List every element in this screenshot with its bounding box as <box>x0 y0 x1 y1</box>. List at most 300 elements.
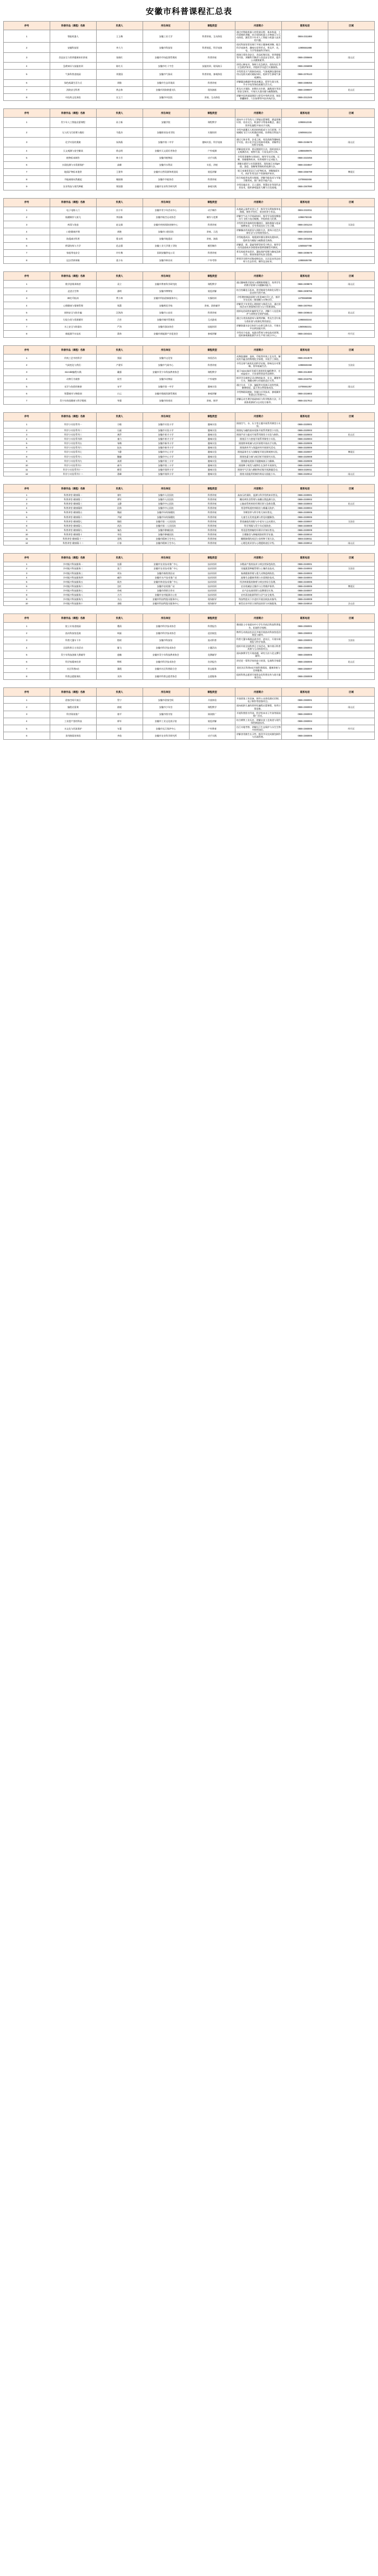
cell-desc: 合理膳食与肿瘤预防的科学证据。 <box>235 533 282 537</box>
course-table <box>3 108 375 190</box>
table-row <box>4 52 375 62</box>
cell-desc: 介绍动力电池、电驱动系统与充电技术原理，组织参观新能源汽车生产线与展示中心。 <box>236 331 281 337</box>
cell-no: 7 <box>4 168 50 175</box>
cell-no: 5 <box>4 725 50 732</box>
cell-person: 边红 <box>96 584 143 588</box>
column-header-no: 序号 <box>4 22 50 30</box>
cell-desc: 介绍增材制造原理与常见3D打印工艺，指导学员完成三维建模与实物打印。 <box>235 295 282 302</box>
cell-contact: 0555-2320004 <box>282 437 328 441</box>
column-header-area: 区域 <box>328 22 375 30</box>
cell-contact: 0555-2330010 <box>282 533 328 537</box>
cell-unit: 安徽师范学校 <box>143 302 189 309</box>
cell-type: 实验、讲座 <box>189 161 235 168</box>
column-header-type: 课程类型 <box>189 485 235 493</box>
table-header-row <box>4 614 375 623</box>
cell-area <box>328 467 375 472</box>
column-header-no: 序号 <box>4 554 50 562</box>
cell-desc: 围绕太阳能利用制作简易太阳能小车。 <box>235 472 282 476</box>
cell-contact: 13855502468 <box>282 362 328 369</box>
cell-person: 李国栋 <box>96 214 143 221</box>
cell-type: 技术培训 <box>189 580 235 584</box>
cell-area <box>328 302 375 309</box>
cell-no: 1 <box>4 30 50 43</box>
table-row <box>4 118 375 127</box>
cell-area <box>328 562 375 567</box>
cell-type: 课程教学 <box>189 369 235 376</box>
table-row <box>4 597 375 602</box>
cell-type: 现场指导 <box>189 602 235 606</box>
cell-no: 4 <box>4 302 50 309</box>
cell-unit: 安徽市妇幼保健院 <box>143 515 189 519</box>
cell-name: 科学小实验系列五 <box>50 441 96 446</box>
cell-area <box>328 295 375 302</box>
cell-desc: 糖尿病饮食管理与血糖自我监测方法。 <box>235 498 282 502</box>
cell-type: 科普讲座 <box>189 515 235 519</box>
cell-area <box>328 154 375 161</box>
cell-no: 5 <box>4 510 50 515</box>
cell-unit: 安徽市中心医院 <box>143 506 189 510</box>
cell-name: 病毒与免疫 <box>50 221 96 228</box>
cell-no: 3 <box>4 502 50 506</box>
cell-contact: 0555-2366999 <box>282 63 328 70</box>
cell-unit: 安徽市第四小学 <box>143 467 189 472</box>
cell-unit: 安徽职业技术学院 <box>143 127 189 137</box>
cell-type: 科普讲座 <box>189 493 235 498</box>
cell-contact: 0555-2350008 <box>282 672 328 679</box>
cell-name: 智慧城市与物联网 <box>50 390 96 397</box>
cell-area <box>328 446 375 450</box>
cell-name: 绿色低碳生活方式 <box>50 79 96 86</box>
cell-person: 车蕾 <box>96 725 143 732</box>
cell-unit: 安徽市气象局 <box>143 70 189 79</box>
cell-unit: 安徽市气候中心 <box>143 362 189 369</box>
cell-unit: 安徽市农村能源办公室 <box>143 593 189 597</box>
cell-person: 应春 <box>96 541 143 546</box>
cell-unit: 安徽市长江保护中心 <box>143 725 189 732</box>
cell-desc: 介绍常见传染病的传播途径、预防措施与疫苗接种知识，引导养成良好卫生习惯。 <box>236 222 281 228</box>
cell-no: 10 <box>4 533 50 537</box>
column-header-no: 序号 <box>4 614 50 623</box>
column-header-area: 区域 <box>328 688 375 697</box>
cell-contact: 0555-2360004 <box>282 718 328 725</box>
cell-name: 科学小实验系列九 <box>50 459 96 463</box>
cell-name: 安徽科技馆 <box>50 43 96 52</box>
cell-desc: 池塘生态健康养殖与水质调控技术。 <box>235 575 282 580</box>
cell-contact: 0555-2320009 <box>282 459 328 463</box>
column-header-contact: 联系电话 <box>282 109 328 118</box>
cell-type: 科普讲座 <box>189 528 235 532</box>
cell-type: 开放体验 <box>189 697 235 704</box>
cell-area: 当涂县 <box>328 637 375 644</box>
cell-contact: 0555-2399007 <box>282 86 328 93</box>
cell-area <box>328 597 375 602</box>
table-row <box>4 30 375 43</box>
cell-type: 科普讲座 <box>189 52 235 62</box>
cell-unit: 安徽市育才小学 <box>143 437 189 441</box>
cell-person: 胡艳 <box>96 228 143 235</box>
cell-area: 花山区 <box>328 432 375 437</box>
cell-desc: 讲述老一辈科学家的奋斗故事，弘扬科学家精神。 <box>236 659 281 665</box>
cell-area <box>328 515 375 519</box>
cell-no: 3 <box>4 221 50 228</box>
cell-type: 动手实践 <box>189 732 235 739</box>
cell-name: 光学与色彩的秘密 <box>50 383 96 390</box>
cell-unit: 安徽市新市小学 <box>143 441 189 446</box>
cell-person: 康平 <box>96 711 143 718</box>
cell-type: 趣味实验 <box>189 441 235 446</box>
column-header-area: 区域 <box>328 346 375 355</box>
cell-person: 许红梅 <box>96 249 143 256</box>
table-row <box>4 562 375 567</box>
cell-no: 3 <box>4 571 50 575</box>
cell-contact: 0555-2302345 <box>282 228 328 235</box>
cell-person: 曲媛 <box>96 704 143 711</box>
column-header-contact: 联系电话 <box>282 485 328 493</box>
cell-unit: 安徽市林业局 <box>143 257 189 264</box>
cell-type: 实操培训 <box>189 127 235 137</box>
column-header-area: 区域 <box>328 198 375 207</box>
course-table <box>3 484 375 546</box>
column-header-contact: 联系电话 <box>282 346 328 355</box>
cell-contact: 13605551234 <box>282 127 328 137</box>
table-row <box>4 221 375 228</box>
cell-unit: 安徽学院 <box>143 118 189 127</box>
column-header-name: 科普作品（课程）名称 <box>50 109 96 118</box>
cell-person: 邓佳 <box>96 533 143 537</box>
cell-unit: 安徽市口腔医院 <box>143 228 189 235</box>
cell-desc: 科普大篷车载展品进乡村、进社区，开展车载展览与科学表演。 <box>236 637 281 643</box>
cell-unit: 安徽市生态环境局 <box>143 79 189 86</box>
cell-type: 趣味实验 <box>189 421 235 428</box>
table-row <box>4 94 375 101</box>
cell-unit: 安徽市实验小学 <box>143 428 189 432</box>
cell-unit: 安徽市精神卫生中心 <box>143 537 189 541</box>
cell-contact: 0555-2330008 <box>282 523 328 528</box>
cell-contact: 0555-2330009 <box>282 528 328 532</box>
cell-desc: 围绕晶体生长与溶解度开展长期观察实验。 <box>235 450 282 454</box>
column-header-person: 负责人 <box>96 22 143 30</box>
cell-name: 乡村振兴科技服务九 <box>50 597 96 602</box>
table-row <box>4 644 375 651</box>
column-header-desc: 内容简介 <box>235 554 282 562</box>
cell-type: 阅读推广 <box>189 711 235 718</box>
cell-area <box>328 228 375 235</box>
cell-contact: 0555-2330007 <box>282 519 328 523</box>
cell-unit: 安徽市科技特派员服务中心 <box>143 602 189 606</box>
cell-unit: 安徽市中心小学 <box>143 454 189 459</box>
cell-area <box>328 463 375 467</box>
cell-area <box>328 376 375 383</box>
cell-contact: 0555-2315791 <box>282 376 328 383</box>
cell-type: 户外教育 <box>189 725 235 732</box>
cell-person: 袁立 <box>96 281 143 288</box>
cell-person: 盛楠 <box>96 651 143 658</box>
cell-person: 戴强 <box>96 369 143 376</box>
table-header-row <box>4 554 375 562</box>
cell-desc: 从陶瓷烧制、造纸、印染等传统工艺出发，解读其中蕴含的物理化学原理，开展手工体验。 <box>236 355 281 361</box>
cell-desc: 带领学员野外采集观察昆虫，认识昆虫形态结构与生态作用，制作昆虫标本。 <box>236 257 281 263</box>
cell-desc: 开展科普图书导读、科学绘本亲子共读等阅读推广活动。 <box>236 711 281 717</box>
cell-person: 童力 <box>96 437 143 441</box>
table-row <box>4 86 375 93</box>
cell-area: 当涂县 <box>328 221 375 228</box>
cell-name: 科普讲堂·健康篇十一 <box>50 537 96 541</box>
cell-person: 林小芳 <box>96 154 143 161</box>
cell-desc: 介绍地震成因、地震波传播及建筑抗震知识，组织室内避险与疏散逃生演练。 <box>236 236 281 242</box>
course-table <box>3 271 375 338</box>
cell-desc: 展示本地常见岩石与矿物标本，讲解地质年代、成矿作用及矿产资源保护知识。 <box>235 168 282 175</box>
cell-contact: 0555-2301234 <box>282 221 328 228</box>
column-header-person: 负责人 <box>96 346 143 355</box>
cell-contact: 0555-2360001 <box>282 697 328 704</box>
cell-no: 6 <box>4 515 50 519</box>
cell-desc: 农业机械安全操作与日常维护保养。 <box>235 584 282 588</box>
cell-contact: 13905551888 <box>282 43 328 52</box>
cell-type: 技术培训 <box>189 575 235 580</box>
cell-type: 流动科普 <box>189 637 235 644</box>
cell-unit: 安徽市第三小学 <box>143 463 189 467</box>
cell-desc: 高血压的预防、监测与科学用药知识普及。 <box>235 493 282 498</box>
table-row <box>4 697 375 704</box>
cell-type: 趣味实验 <box>189 472 235 476</box>
column-header-name: 科普作品（课程）名称 <box>50 688 96 697</box>
cell-type: 现场指导 <box>189 597 235 602</box>
cell-contact: 0555-2313579 <box>282 355 328 362</box>
cell-contact: 13855509876 <box>282 147 328 154</box>
column-header-person: 负责人 <box>96 614 143 623</box>
cell-unit: 安徽市第二人民医院 <box>143 519 189 523</box>
table-row <box>4 428 375 432</box>
column-header-name: 科普作品（课程）名称 <box>50 412 96 421</box>
table-row <box>4 472 375 476</box>
cell-no: 8 <box>4 672 50 679</box>
cell-area <box>328 147 375 154</box>
cell-name: 科普讲堂·健康篇八 <box>50 523 96 528</box>
cell-contact: 0555-2360006 <box>282 732 328 739</box>
cell-person: 田小军 <box>96 207 143 214</box>
cell-name: 青少年体质健康与科学锻炼 <box>50 397 96 404</box>
cell-contact: 13705559988 <box>282 295 328 302</box>
cell-desc: 讲解食用菌生长习性，指导学员完成菌包制作与出菇管理。 <box>236 733 281 739</box>
column-header-unit: 所在单位 <box>143 485 189 493</box>
table-row <box>4 575 375 580</box>
cell-contact: 0555-2330006 <box>282 515 328 519</box>
cell-area <box>328 665 375 672</box>
cell-no: 2 <box>4 630 50 637</box>
table-row <box>4 376 375 383</box>
cell-no: 4 <box>4 644 50 651</box>
cell-area <box>328 510 375 515</box>
cell-desc: 讲解水循环与水资源现状，现场演示水体pH值、浊度、溶解氧等指标的检测方法。 <box>235 161 282 168</box>
cell-type: 趣味实验 <box>189 467 235 472</box>
cell-desc: 心理危机识别与心理援助途径介绍。 <box>235 541 282 546</box>
table-row <box>4 510 375 515</box>
cell-type: 技术培训 <box>189 589 235 593</box>
course-table <box>3 553 375 606</box>
cell-type: 技术培训 <box>189 562 235 567</box>
cell-unit: 安徽市疾病预防控制中心 <box>143 221 189 228</box>
cell-type: 制作与竞赛 <box>189 214 235 221</box>
cell-person: 莫兰 <box>96 567 143 571</box>
cell-name: 动物行为观察 <box>50 376 96 383</box>
cell-unit: 安徽市科学技术协会 <box>143 658 189 665</box>
cell-no: 1 <box>4 697 50 704</box>
cell-person: 阮东 <box>96 446 143 450</box>
cell-contact: 0555-2303456 <box>282 235 328 242</box>
cell-no: 6 <box>4 242 50 249</box>
cell-unit: 安徽市农业技术推广中心 <box>143 567 189 571</box>
table-row <box>4 242 375 249</box>
column-header-person: 负责人 <box>96 198 143 207</box>
cell-contact: 0555-2320001 <box>282 421 328 428</box>
cell-no: 10 <box>4 463 50 467</box>
cell-no: 1 <box>4 493 50 498</box>
cell-no: 3 <box>4 369 50 376</box>
cell-contact: 0555-2330004 <box>282 506 328 510</box>
cell-desc: 讲解空气动力学基础知识，指导学员组装橡筋动力飞机与电动航模，并组织放飞比赛。 <box>236 214 281 220</box>
cell-desc: 围绕静电现象开展趣味演示与解释。 <box>235 459 282 463</box>
cell-contact: 0555-2367890 <box>282 183 328 190</box>
cell-name: 走进古生物 <box>50 288 96 295</box>
table-row <box>4 214 375 221</box>
table-row <box>4 161 375 168</box>
cell-person: 陈红兵 <box>96 63 143 70</box>
cell-name: 科学小实验系列七 <box>50 450 96 454</box>
table-header-row <box>4 485 375 493</box>
cell-type: 展览讲解 <box>189 288 235 295</box>
cell-person: 柯磊 <box>96 630 143 637</box>
cell-person: 王建华 <box>96 168 143 175</box>
cell-name: 防震减灾科普 <box>50 235 96 242</box>
cell-no: 5 <box>4 651 50 658</box>
cell-contact: 0555-2304321 <box>282 330 328 337</box>
cell-no: 2 <box>4 214 50 221</box>
cell-type: 模型制作 <box>189 242 235 249</box>
cell-no: 11 <box>4 467 50 472</box>
cell-contact: 0555-2350001 <box>282 623 328 630</box>
course-table <box>3 198 375 264</box>
cell-contact: 0555-2320008 <box>282 454 328 459</box>
cell-unit: 安徽市体育局 <box>143 397 189 404</box>
document-page <box>0 0 378 740</box>
cell-desc: 讲解碳达峰碳中和基本概念，倡导垃圾分类、节水节电等绿色低碳生活方式。 <box>236 80 281 86</box>
cell-name: 传统工艺中的科学 <box>50 355 96 362</box>
column-header-area: 区域 <box>328 554 375 562</box>
cell-desc: 设施蔬菜种植管理与土壤改良技术。 <box>235 567 282 571</box>
column-header-unit: 所在单位 <box>143 198 189 207</box>
cell-type: 体验活动 <box>189 355 235 362</box>
cell-type: 科普讲座 <box>189 533 235 537</box>
cell-person: 吕芳 <box>96 316 143 323</box>
cell-area <box>328 30 375 43</box>
cell-area <box>328 718 375 725</box>
cell-area: 博望区 <box>328 168 375 175</box>
cell-contact: 0555-2316802 <box>282 390 328 397</box>
cell-unit: 安徽市农业技术推广中心 <box>143 562 189 567</box>
table-row <box>4 63 375 70</box>
cell-unit: 安徽市动物园 <box>143 376 189 383</box>
table-row <box>4 207 375 214</box>
cell-person: 冀霞 <box>96 665 143 672</box>
cell-contact: 0555-2307654 <box>282 302 328 309</box>
cell-desc: 水稻高产栽培技术与病虫害绿色防控。 <box>235 562 282 567</box>
table-row <box>4 541 375 546</box>
cell-desc: 组织科普志愿者开展常态化科普宣传与助力服务活动。 <box>236 673 281 679</box>
column-header-name: 科普作品（课程）名称 <box>50 272 96 281</box>
cell-person: 崔红 <box>96 493 143 498</box>
column-header-person: 负责人 <box>96 109 143 118</box>
cell-no: 8 <box>4 330 50 337</box>
cell-unit: 安徽市青少年活动中心 <box>143 207 189 214</box>
column-header-area: 区域 <box>328 109 375 118</box>
cell-no: 4 <box>4 575 50 580</box>
cell-contact: 0555-2320011 <box>282 467 328 472</box>
cell-unit: 安徽市育才小学 <box>143 432 189 437</box>
column-header-type: 课程类型 <box>189 614 235 623</box>
course-table <box>3 614 375 680</box>
cell-contact: 0555-2323456 <box>282 154 328 161</box>
column-header-area: 区域 <box>328 412 375 421</box>
cell-area: 经开区 <box>328 330 375 337</box>
cell-desc: 讲解青少年常见心理困扰与调适方法，通过团体活动开展情绪识别与压力管理训练。 <box>236 303 281 309</box>
cell-person: 汪海涛 <box>96 309 143 316</box>
table-row <box>4 316 375 323</box>
column-header-desc: 内容简介 <box>235 109 282 118</box>
cell-desc: 畜禽健康养殖与重大动物疫病防控。 <box>235 571 282 575</box>
cell-contact: 0555-2320002 <box>282 428 328 432</box>
cell-desc: 围绕声音与振动开展系列课堂小实验与制作。 <box>236 433 281 436</box>
column-header-desc: 内容简介 <box>235 22 282 30</box>
cell-type: 趣味实验 <box>189 383 235 390</box>
cell-area: 当涂县 <box>328 362 375 369</box>
column-header-type: 课程类型 <box>189 22 235 30</box>
cell-unit: 安徽市航空运动协会 <box>143 214 189 221</box>
cell-person: 项东 <box>96 571 143 575</box>
column-header-contact: 联系电话 <box>282 198 328 207</box>
table-row <box>4 571 375 575</box>
table-row <box>4 176 375 183</box>
table-row <box>4 467 375 472</box>
cell-desc: 科技特派员下乡进村开展田间技术指导。 <box>235 597 282 602</box>
cell-desc: 组织开展全国科普日主场活动，集中展示科普成果与互动体验项目。 <box>236 645 281 651</box>
cell-contact: 0555-2340008 <box>282 593 328 597</box>
cell-contact: 0555-2330003 <box>282 502 328 506</box>
cell-no: 1 <box>4 281 50 288</box>
cell-name: 水质检测与水资源保护 <box>50 161 96 168</box>
table-row <box>4 493 375 498</box>
cell-desc: 儿童生长发育监测与常见问题解答。 <box>235 515 282 519</box>
cell-person: 邢军 <box>96 718 143 725</box>
table-row <box>4 658 375 665</box>
cell-name: 心理健康与情绪管理 <box>50 302 96 309</box>
cell-person: 吴玉兰 <box>96 94 143 101</box>
cell-area <box>328 575 375 580</box>
table-row <box>4 651 375 658</box>
cell-desc: 结合家庭用电用水数据，讲解节能技术与节能习惯养成，推广新型节能产品。 <box>236 176 281 182</box>
cell-person: 李大力 <box>96 43 143 52</box>
column-header-desc: 内容简介 <box>235 412 282 421</box>
cell-person: 鲍捷 <box>96 454 143 459</box>
cell-area: 博望区 <box>328 450 375 454</box>
cell-area <box>328 79 375 86</box>
table-row <box>4 589 375 593</box>
table-row <box>4 593 375 597</box>
cell-unit: 安徽市节能协会 <box>143 176 189 183</box>
cell-area <box>328 437 375 441</box>
column-header-person: 负责人 <box>96 688 143 697</box>
cell-area <box>328 533 375 537</box>
cell-person: 伍强 <box>96 562 143 567</box>
